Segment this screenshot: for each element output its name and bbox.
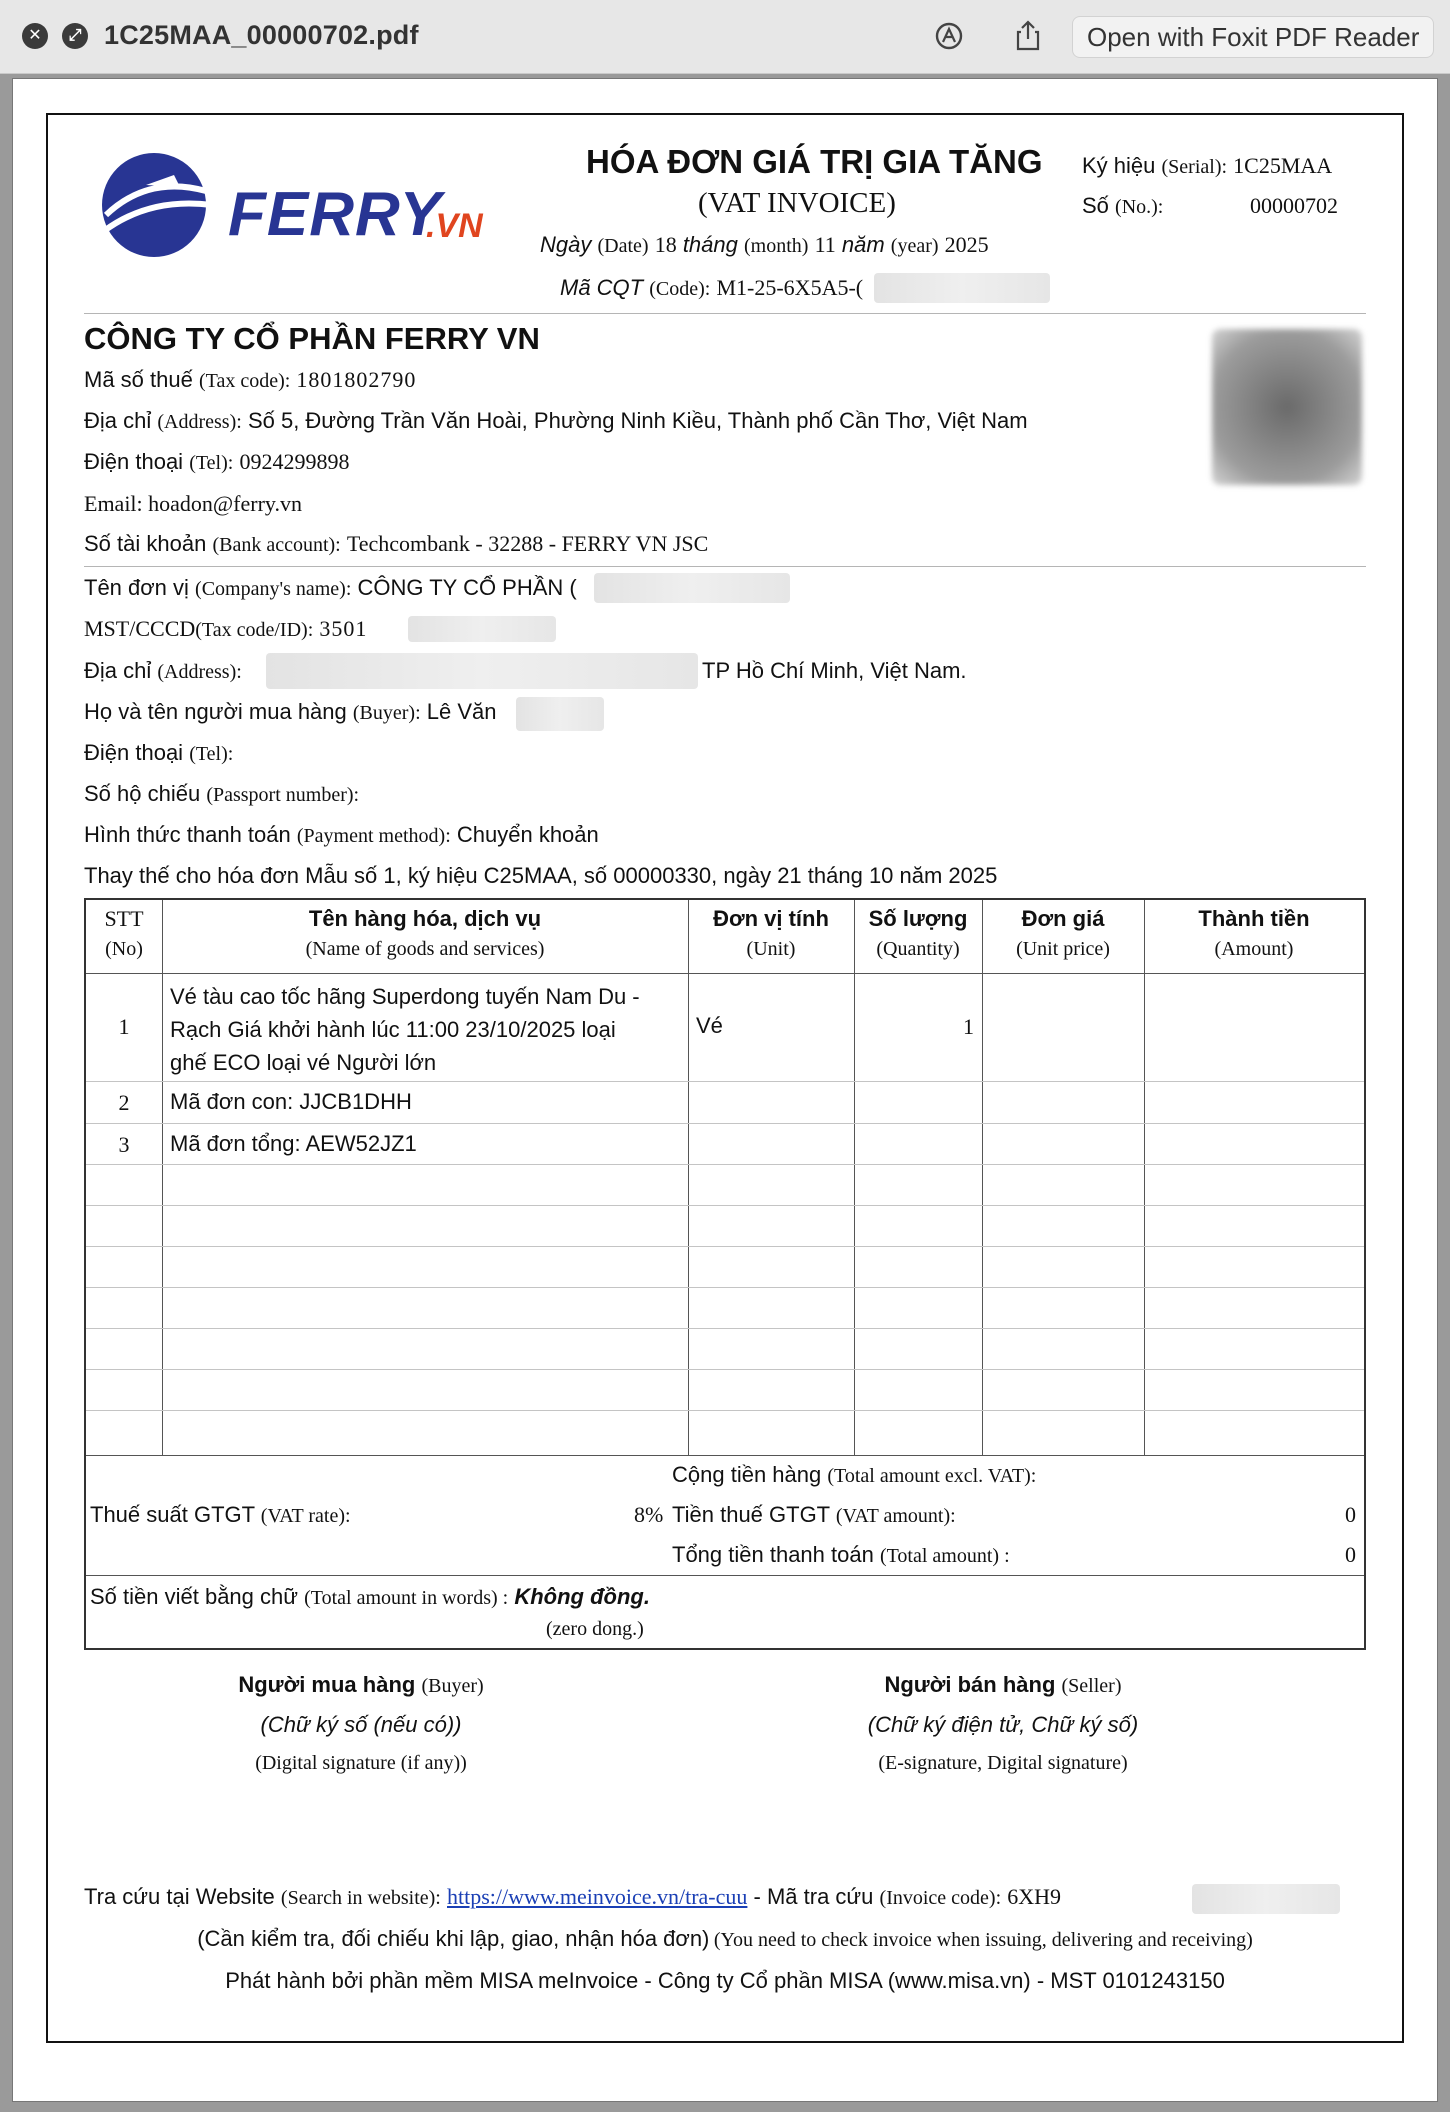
header-stt: STT (No): [104, 906, 144, 960]
invoice-date: Ngày (Date) 18 tháng (month) 11 năm (year) 2025: [540, 232, 989, 257]
redacted-block: [594, 573, 790, 603]
window-title: 1C25MAA_00000702.pdf: [104, 20, 419, 50]
buyer-tax: MST/CCCD(Tax code/ID): 3501: [84, 616, 368, 641]
redacted-block: [408, 616, 556, 642]
buyer-company: Tên đơn vị (Company's name): CÔNG TY CỔ PHẦN (: [84, 575, 577, 600]
row-3-no: 3: [118, 1132, 130, 1157]
items-table: [84, 898, 1366, 1650]
buyer-name: Họ và tên người mua hàng (Buyer): Lê Văn: [84, 699, 497, 724]
header-unit: Đơn vị tính (Unit): [713, 906, 829, 960]
seller-address: Địa chỉ (Address): Số 5, Đường Trần Văn Hoài, Phường Ninh Kiều, Thành phố Cần Thơ, Việt Nam: [84, 408, 1028, 433]
row-1-name: Vé tàu cao tốc hãng Superdong tuyến Nam Du - Rạch Giá khởi hành lúc 11:00 23/10/2025 loại ghế ECO loại vé Người lớn: [170, 984, 640, 1075]
row-2-no: 2: [118, 1090, 130, 1115]
markup-icon[interactable]: [931, 18, 967, 54]
redacted-block: [874, 273, 1050, 303]
redacted-block: [266, 653, 698, 689]
replacement-note: Thay thế cho hóa đơn Mẫu số 1, ký hiệu C25MAA, số 00000330, ngày 21 tháng 10 năm 2025: [84, 863, 998, 888]
vat-amount-label: Tiền thuế GTGT (VAT amount):: [672, 1502, 956, 1527]
invoice-title: HÓA ĐƠN GIÁ TRỊ GIA TĂNG: [586, 143, 1043, 180]
ferry-logo-icon: [88, 145, 223, 260]
buyer-passport: Số hộ chiếu (Passport number):: [84, 781, 360, 806]
check-note: (Cần kiểm tra, đối chiếu khi lập, giao, nhận hóa đơn) (You need to check invoice when issuing, delivering and receiving): [197, 1926, 1253, 1951]
payment-method: Hình thức thanh toán (Payment method): Chuyển khoản: [84, 822, 599, 847]
buyer-phone: Điện thoại (Tel):: [84, 740, 234, 765]
seller-signature: Người bán hàng (Seller) (Chữ ký điện tử, Chữ ký số) (E-signature, Digital signature): [867, 1672, 1139, 1774]
lookup-line: Tra cứu tại Website (Search in website): https://www.meinvoice.vn/tra-cuu - Mã tra cứu (Invoice code): 6XH9: [84, 1884, 1062, 1909]
redacted-block: [516, 697, 604, 731]
row-3-name: Mã đơn tổng: AEW52JZ1: [170, 1131, 417, 1156]
header-quantity: Số lượng (Quantity): [868, 906, 968, 960]
seller-company: CÔNG TY CỔ PHẦN FERRY VN: [84, 321, 540, 356]
title-bar: [0, 0, 1450, 74]
row-1-no: 1: [118, 1014, 130, 1039]
buyer-address: TP Hồ Chí Minh, Việt Nam.: [702, 658, 967, 683]
total-excl-label: Cộng tiền hàng (Total amount excl. VAT):: [672, 1462, 1037, 1487]
qr-code-redacted: [1212, 329, 1362, 485]
cqt-code: Mã CQT (Code): M1-25-6X5A5-(: [560, 275, 864, 300]
buyer-signature: Người mua hàng (Buyer) (Chữ ký số (nếu có)) (Digital signature (if any)): [238, 1672, 484, 1774]
divider: [84, 566, 1366, 567]
header-amount: Thành tiền (Amount): [1198, 906, 1310, 960]
vat-amount-value: 0: [1345, 1502, 1356, 1527]
lookup-link[interactable]: https://www.meinvoice.vn/tra-cuu: [447, 1884, 748, 1909]
row-1-unit: Vé: [696, 1013, 723, 1038]
header-goods: Tên hàng hóa, dịch vụ (Name of goods and services): [305, 906, 545, 960]
vat-rate-label: Thuế suất GTGT (VAT rate):: [90, 1502, 351, 1527]
seller-email: Email: hoadon@ferry.vn: [84, 491, 302, 516]
logo-suffix: .VN: [426, 207, 483, 245]
row-2-name: Mã đơn con: JJCB1DHH: [170, 1089, 412, 1114]
seller-bank: Số tài khoản (Bank account): Techcombank - 32288 - FERRY VN JSC: [84, 531, 709, 556]
buyer-address-label: Địa chỉ (Address):: [84, 658, 242, 683]
vat-rate-value: 8%: [634, 1502, 664, 1527]
header-unit-price: Đơn giá (Unit price): [1016, 906, 1110, 960]
share-icon[interactable]: [1010, 18, 1046, 54]
invoice-number: 00000702: [1250, 193, 1338, 218]
seller-tax: Mã số thuế (Tax code): 1801802790: [84, 367, 417, 392]
amount-in-words: Số tiền viết bằng chữ (Total amount in words) : Không đồng.: [90, 1584, 650, 1609]
total-value: 0: [1345, 1542, 1356, 1567]
open-with-button[interactable]: Open with Foxit PDF Reader: [1072, 16, 1434, 58]
invoice-number-label: Số (No.):: [1082, 193, 1164, 218]
divider: [84, 313, 1366, 314]
total-label: Tổng tiền thanh toán (Total amount) :: [672, 1542, 1010, 1567]
seller-phone: Điện thoại (Tel): 0924299898: [84, 449, 350, 474]
row-1-qty: 1: [963, 1014, 974, 1039]
fullscreen-icon[interactable]: ⤢: [62, 23, 88, 49]
publisher-note: Phát hành bởi phần mềm MISA meInvoice - Công ty Cổ phần MISA (www.misa.vn) - MST 0101243150: [225, 1968, 1225, 1993]
close-icon[interactable]: ✕: [22, 23, 48, 49]
serial: Ký hiệu (Serial): 1C25MAA: [1082, 153, 1333, 178]
redacted-block: [1192, 1884, 1340, 1914]
logo-main: FERRY: [228, 180, 443, 249]
amount-in-words-en: (zero dong.): [546, 1618, 644, 1640]
invoice-title-en: (VAT INVOICE): [698, 187, 896, 219]
